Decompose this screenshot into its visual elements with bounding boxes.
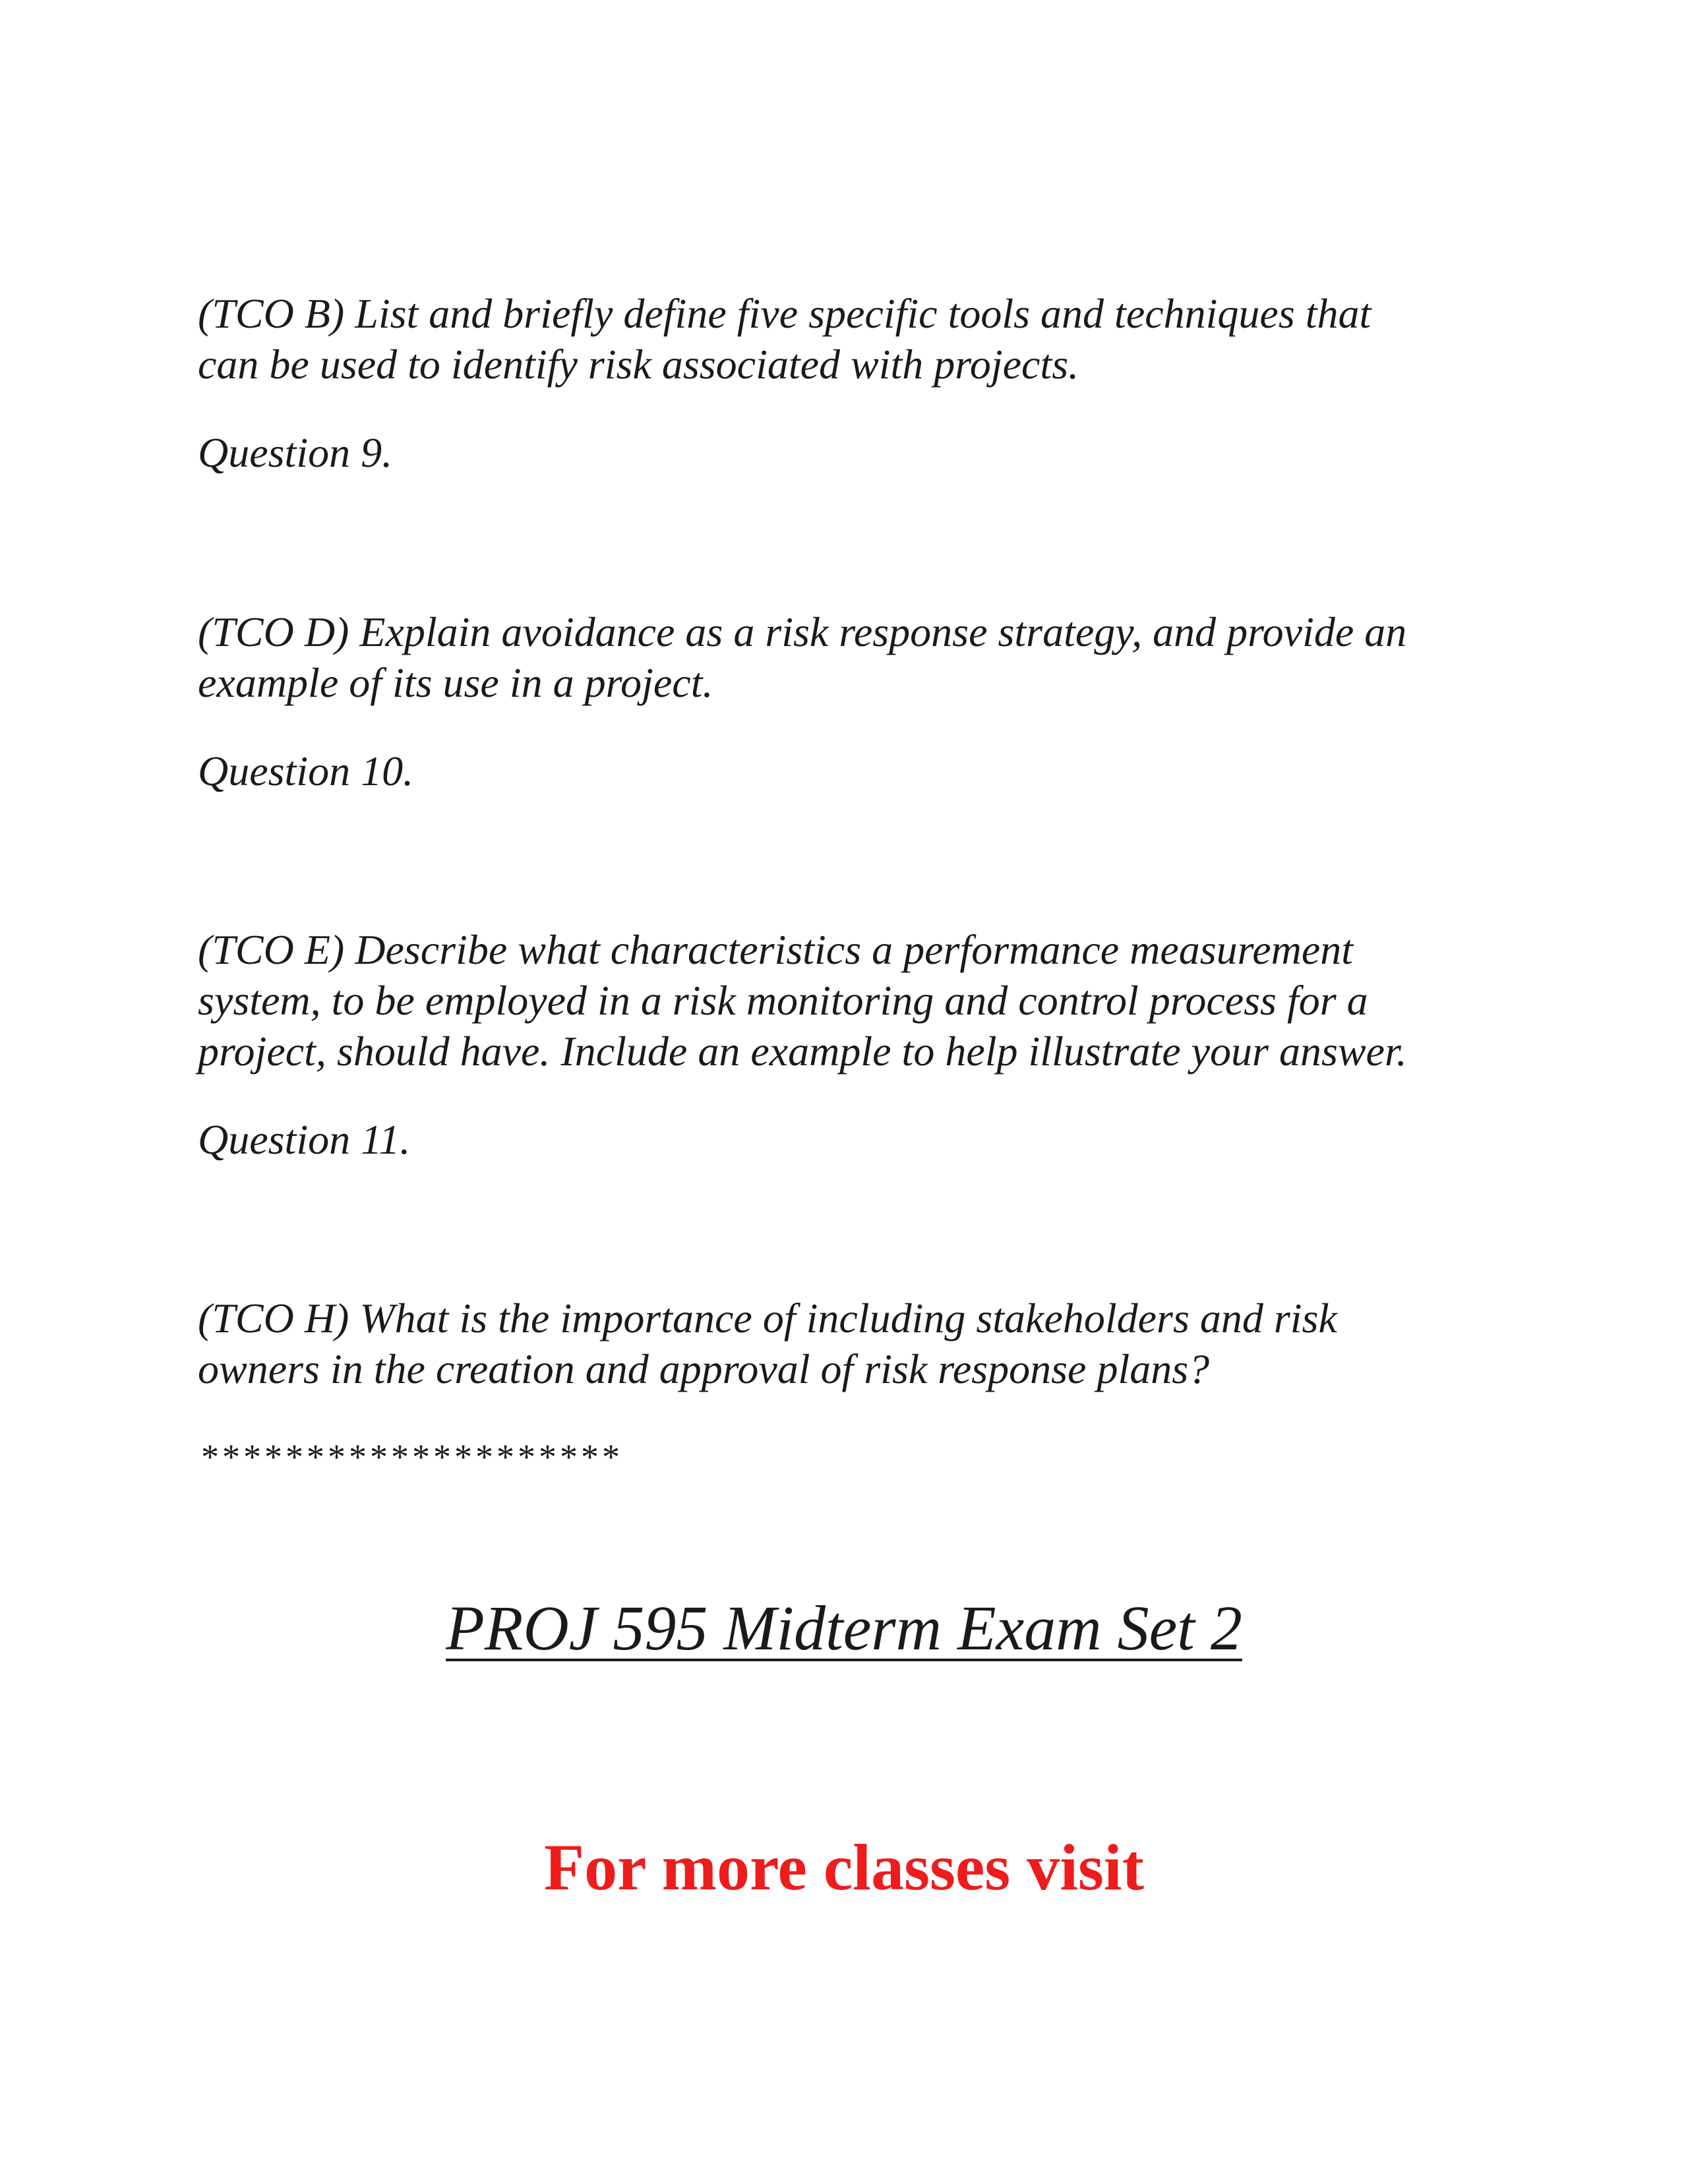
section-title: PROJ 595 Midterm Exam Set 2 [446,1593,1242,1663]
question-text-line: example of its use in a project. [198,659,713,706]
separator-asterisks: ******************** [201,1437,623,1477]
question-9-text [198,606,1517,708]
question-text-line: (TCO H) What is the importance of including stakeholders and risk [198,1295,1337,1342]
question-text-line: (TCO D) Explain avoidance as a risk response strategy, and provide an [198,608,1407,655]
question-text-line: can be used to identify risk associated with projects. [198,341,1079,388]
question-9-label: Question 9. [198,429,393,476]
question-text-line: (TCO B) List and briefly define five specific tools and techniques that [198,290,1372,337]
question-8-text [198,288,1517,390]
question-10-text [198,924,1517,1077]
question-text-line: system, to be employed in a risk monitoring and control process for a [198,977,1368,1024]
question-text-line: project, should have. Include an example to help illustrate your answer. [198,1028,1407,1075]
question-text-line: (TCO E) Describe what characteristics a performance measurement [198,926,1353,973]
question-11-text [198,1293,1517,1394]
question-text-line: owners in the creation and approval of risk response plans? [198,1345,1210,1392]
question-10-label: Question 10. [198,748,414,794]
promo-text: For more classes visit [543,1831,1144,1904]
question-11-label: Question 11. [198,1116,411,1163]
